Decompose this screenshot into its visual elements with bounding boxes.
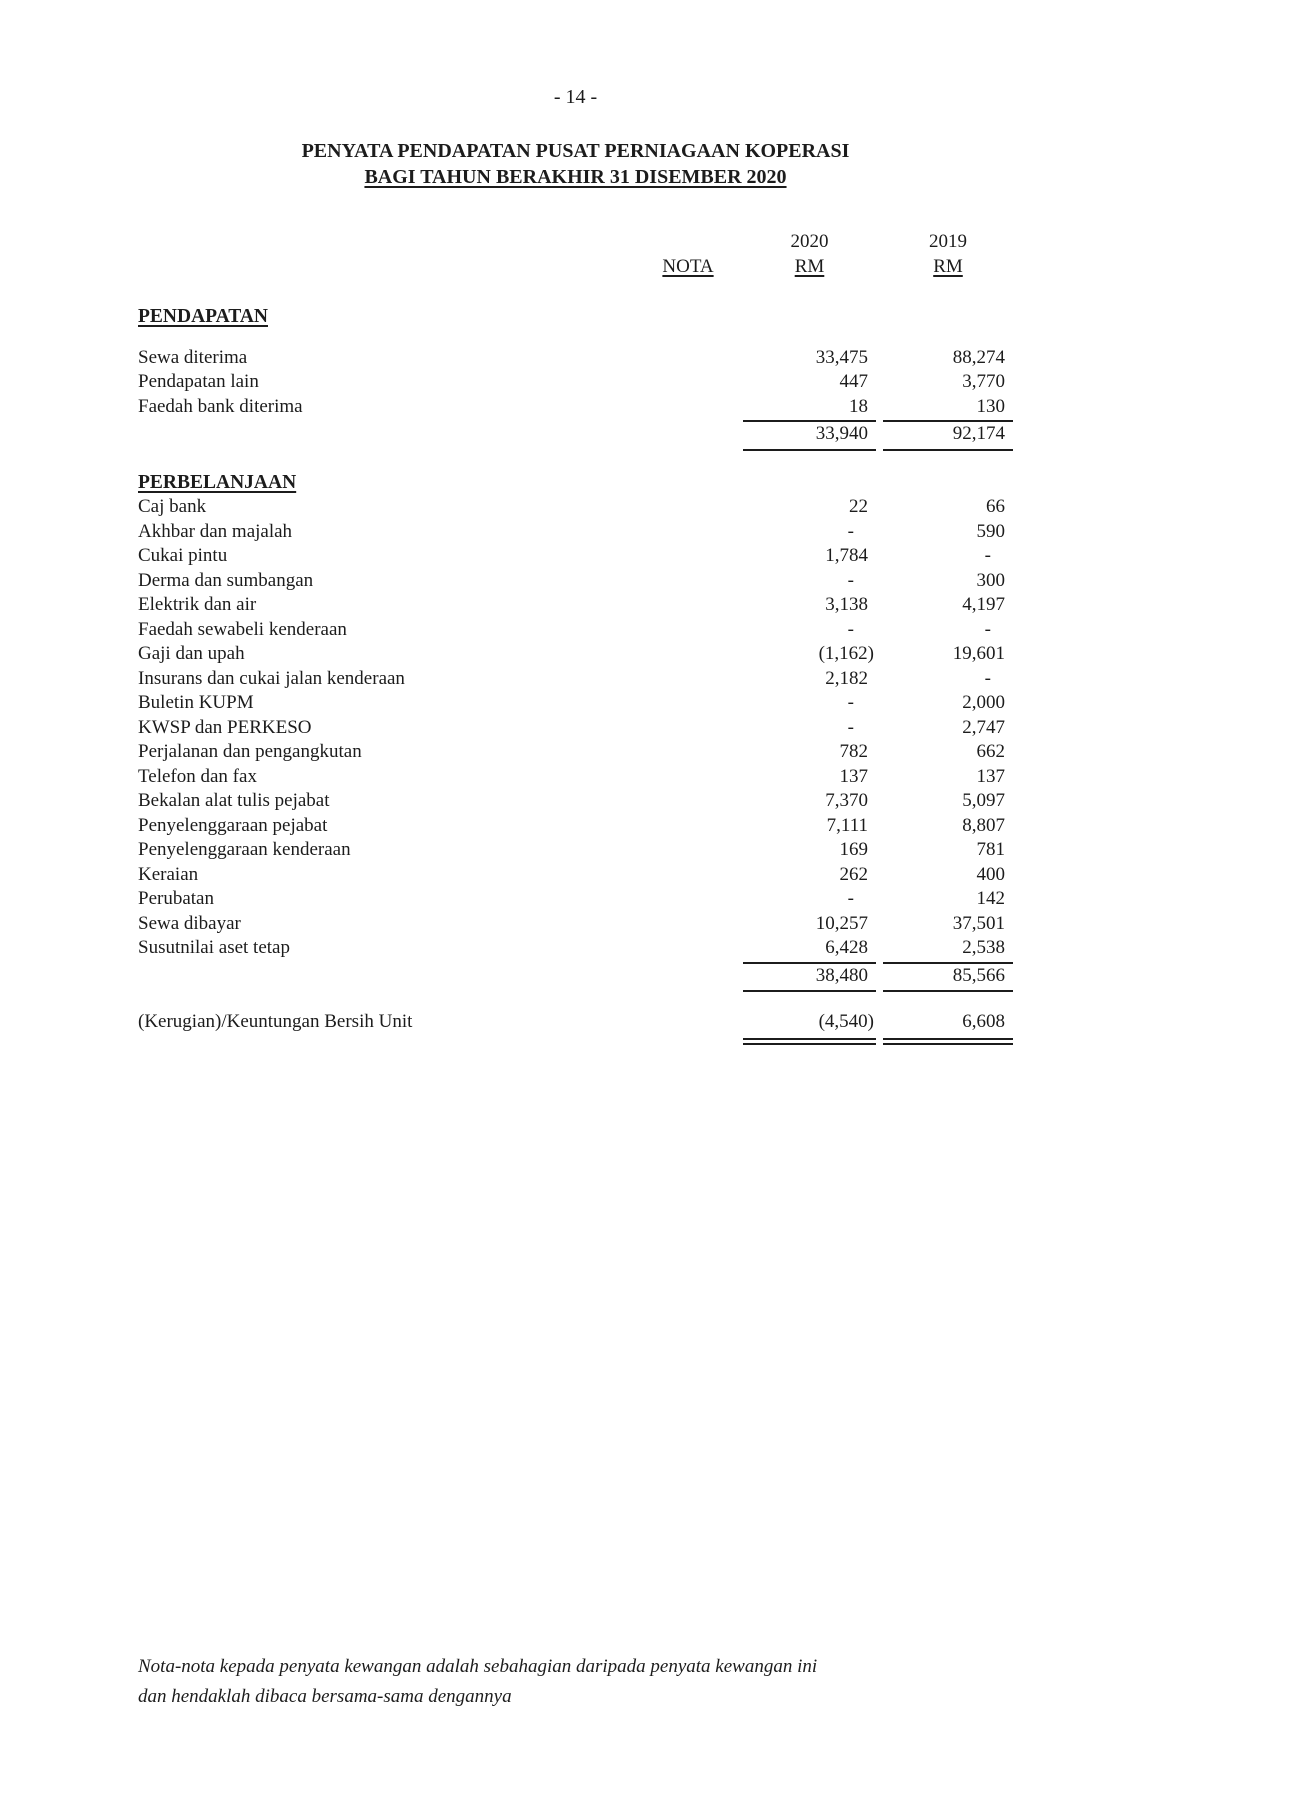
value-2020: - [847,888,854,909]
table-row [138,642,1013,667]
table-row [138,936,1013,964]
table-row [138,814,1013,839]
value-2020: 169 [839,839,868,860]
value-2020: 782 [839,741,868,762]
value-2019: 8,807 [962,814,1005,836]
table-row [138,395,1013,423]
table-row [138,370,1013,395]
row-label: Sewa diterima [138,346,248,368]
value-2019: - [984,618,991,640]
value-2020: 33,940 [743,422,876,451]
value-2020: 33,475 [815,346,868,368]
row-label: Susutnilai aset tetap [138,937,290,958]
value-2020: 7,111 [826,814,868,836]
section-total-row [138,422,1013,451]
net-result-row [138,1010,1013,1045]
title-line-2: BAGI TAHUN BERAKHIR 31 DISEMBER 2020 [364,166,787,188]
table-row [138,740,1013,765]
table-row [138,716,1013,741]
value-2020: 262 [839,863,868,885]
value-2020: 38,480 [743,964,876,993]
row-label: Faedah sewabeli kenderaan [138,618,347,640]
value-2019: 92,174 [883,422,1013,451]
value-2019: 662 [976,741,1005,762]
value-2020: (4,540) [743,1010,876,1045]
value-2019: 2,000 [962,692,1005,713]
value-2020: 7,370 [825,790,868,811]
row-label: Bekalan alat tulis pejabat [138,790,330,811]
row-label: Buletin KUPM [138,692,254,713]
value-2019: 130 [883,395,1013,423]
row-label: Elektrik dan air [138,594,257,615]
table-row [138,346,1013,371]
value-2019: - [984,667,991,689]
table-row [138,569,1013,594]
value-2019: 6,608 [883,1010,1013,1045]
row-label: Sewa dibayar [138,912,241,934]
section-total-row [138,964,1013,993]
table-row [138,691,1013,716]
column-header-year-2020: 2020 [790,231,829,252]
value-2020: 1,784 [825,545,868,566]
table-row [138,789,1013,814]
value-2020: - [847,692,854,713]
row-label: Penyelenggaraan kenderaan [138,839,351,860]
row-label: KWSP dan PERKESO [138,716,312,738]
row-label: Gaji dan upah [138,643,245,664]
table-row [138,863,1013,888]
statement-table [138,305,1013,1045]
statement-content [138,84,1013,1045]
row-label: Perubatan [138,888,214,909]
row-label: Perjalanan dan pengangkutan [138,741,362,762]
value-2020: - [847,569,854,591]
table-row [138,765,1013,790]
section-heading: PERBELANJAAN [138,471,297,493]
value-2020: 447 [839,371,868,392]
value-2019: 3,770 [962,371,1005,392]
value-2019: 590 [976,520,1005,542]
value-2019: 2,538 [883,936,1013,964]
value-2019: 66 [986,496,1005,517]
value-2019: - [984,545,991,566]
row-label: Cukai pintu [138,545,228,566]
column-header-year-2019: 2019 [929,231,967,252]
value-2019: 37,501 [952,912,1005,934]
table-row [138,593,1013,618]
table-row [138,887,1013,912]
title-line-1: PENYATA PENDAPATAN PUSAT PERNIAGAAN KOPERASI [301,140,850,162]
footer-note [138,1652,958,1712]
value-2020: 3,138 [825,594,868,615]
table-row [138,912,1013,937]
value-2019: 85,566 [883,964,1013,993]
row-label: Faedah bank diterima [138,395,303,417]
row-label: Pendapatan lain [138,371,259,392]
table-row [138,544,1013,569]
value-2019: 300 [976,569,1005,591]
value-2020: - [847,716,854,738]
table-row [138,520,1013,545]
row-label: Derma dan sumbangan [138,569,314,591]
value-2019: 400 [976,863,1005,885]
section-heading: PENDAPATAN [138,306,268,327]
column-header-rm-2019: RM [933,255,963,277]
row-label: Telefon dan fax [138,765,257,787]
value-2019: 88,274 [952,346,1005,368]
footer-note-line-2: dan hendaklah dibaca bersama-sama dengannya [138,1686,512,1707]
value-2019: 5,097 [962,790,1005,811]
row-label: Akhbar dan majalah [138,520,293,542]
value-2020: 22 [849,496,868,517]
value-2019: 781 [976,839,1005,860]
value-2019: 4,197 [962,594,1005,615]
table-row [138,838,1013,863]
row-label: Keraian [138,863,199,885]
value-2019: 2,747 [962,716,1005,738]
footer-note-line-1: Nota-nota kepada penyata kewangan adalah sebahagian daripada penyata kewangan ini [138,1656,818,1677]
column-headers [138,230,1013,279]
table-row [138,618,1013,643]
value-2020: - [847,520,854,542]
row-label: Insurans dan cukai jalan kenderaan [138,667,405,689]
table-row [138,495,1013,520]
value-2019: 142 [976,888,1005,909]
value-2019: 19,601 [952,643,1005,664]
column-header-years-row [138,230,1013,255]
value-2020: 6,428 [743,936,876,964]
value-2020: 18 [743,395,876,423]
row-label: (Kerugian)/Keuntungan Bersih Unit [138,1011,413,1032]
document-title [138,138,1013,190]
value-2020: - [847,618,854,640]
row-label: Caj bank [138,496,207,517]
column-header-units-row [138,255,1013,280]
value-2020: (1,162) [818,643,874,664]
table-row [138,667,1013,692]
column-header-rm-2020: RM [794,255,825,277]
value-2020: 137 [839,765,868,787]
value-2020: 10,257 [815,912,868,934]
page-number: - 14 - [553,86,598,108]
value-2019: 137 [976,765,1005,787]
value-2020: 2,182 [825,667,868,689]
column-header-nota: NOTA [662,255,714,277]
row-label: Penyelenggaraan pejabat [138,814,328,836]
